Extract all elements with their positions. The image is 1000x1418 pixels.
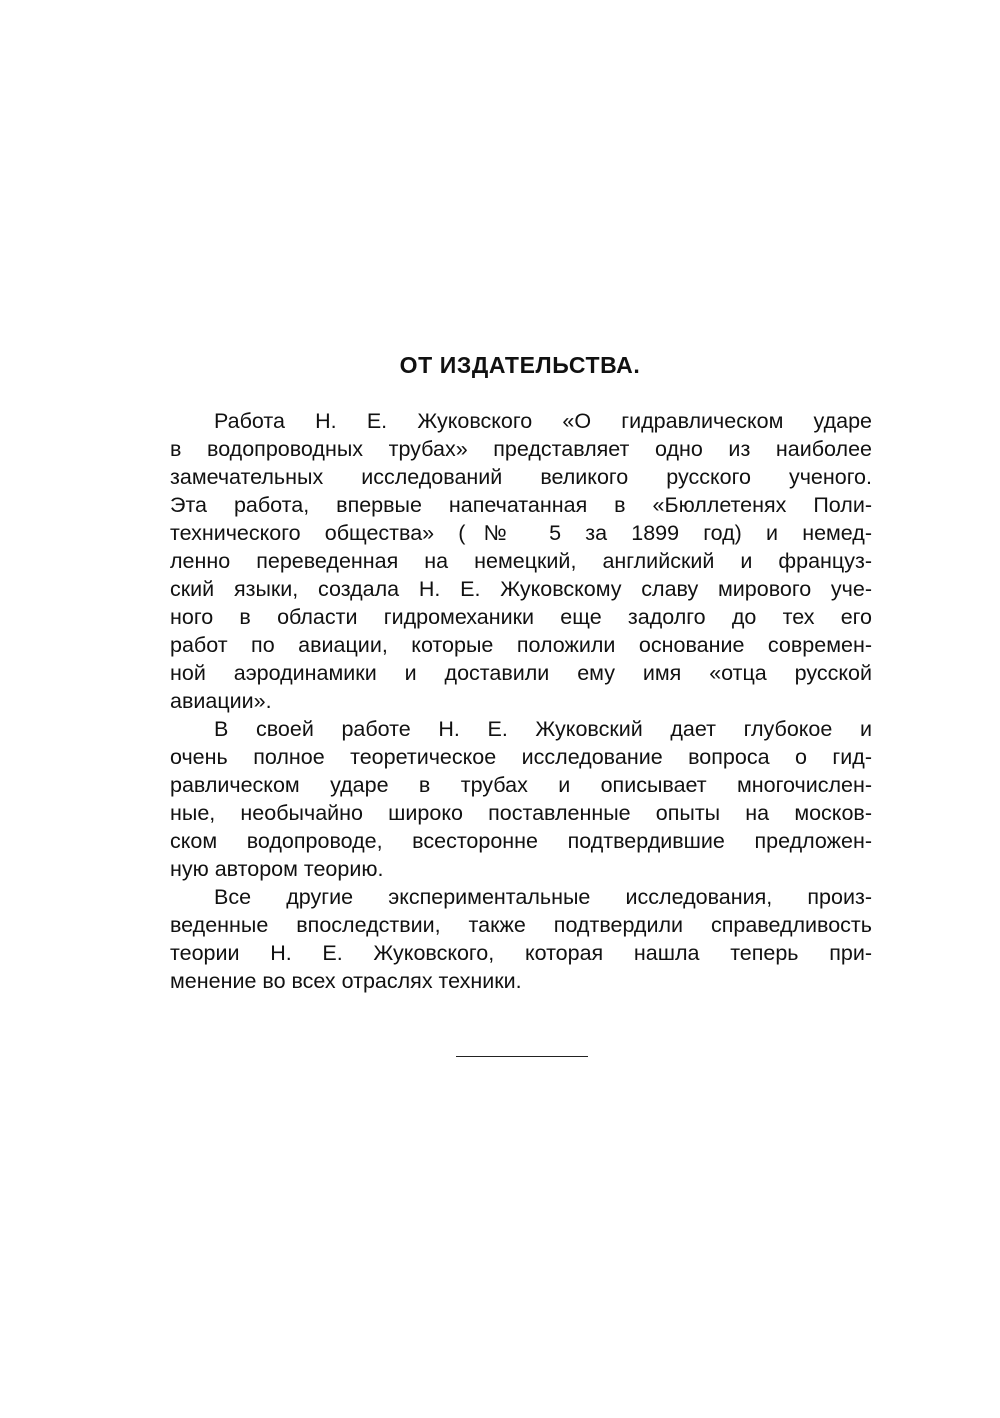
text-line: В своей работе Н. Е. Жуковский дает глубокое и (214, 717, 872, 741)
text-line: ленно переведенная на немецкий, английский и француз- (170, 549, 872, 573)
text-line: очень полное теоретическое исследование вопроса о гид- (170, 745, 872, 769)
paragraph-1 (170, 407, 872, 715)
text-line: теории Н. Е. Жуковского, которая нашла теперь при- (170, 941, 872, 965)
body-text (170, 407, 872, 995)
text-line: в водопроводных трубах» представляет одно из наиболее (170, 437, 872, 461)
page-title: ОТ ИЗДАТЕЛЬСТВА. (399, 352, 641, 378)
text-line: авиации». (170, 689, 272, 713)
text-line: равлическом ударе в трубах и описывает многочислен- (170, 773, 872, 797)
text-line: ного в области гидромеханики еще задолго до тех его (170, 605, 872, 629)
text-line: Работа Н. Е. Жуковского «О гидравлическом ударе (214, 409, 872, 433)
text-line: технического общества» (№ 5 за 1899 год) и немед- (170, 521, 872, 545)
divider-rule (456, 1056, 588, 1057)
text-line: ной аэродинамики и доставили ему имя «отца русской (170, 661, 872, 685)
text-line: ные, необычайно широко поставленные опыты на москов- (170, 801, 872, 825)
text-line: веденные впоследствии, также подтвердили справедливость (170, 913, 872, 937)
paragraph-3 (170, 883, 872, 995)
text-line: работ по авиации, которые положили основание современ- (170, 633, 872, 657)
text-line: Эта работа, впервые напечатанная в «Бюллетенях Поли- (170, 493, 872, 517)
text-line: ском водопроводе, всесторонне подтвердившие предложен- (170, 829, 872, 853)
text-line: Все другие экспериментальные исследования, произ- (214, 885, 872, 909)
text-line: ную автором теорию. (170, 857, 384, 881)
paragraph-2 (170, 715, 872, 883)
text-line: менение во всех отраслях техники. (170, 969, 522, 993)
text-line: замечательных исследований великого русского ученого. (170, 465, 872, 489)
text-line: ский языки, создала Н. Е. Жуковскому славу мирового уче- (170, 577, 872, 601)
